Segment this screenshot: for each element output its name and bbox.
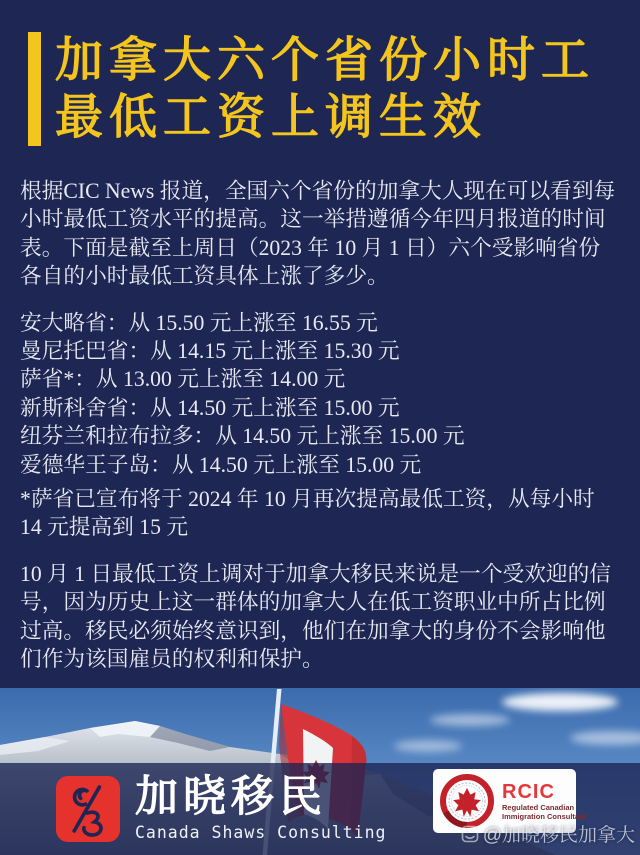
brand-lockup xyxy=(56,773,387,842)
title-line-1: 加拿大六个省份小时工 xyxy=(55,34,596,87)
brand-name-chinese: 加晓移民 xyxy=(135,773,327,821)
province-row-saskatchewan: 萨省*：从 13.00 元上涨至 14.00 元 xyxy=(20,367,346,392)
province-row-newfoundland-labrador: 纽芬兰和拉布拉多：从 14.50 元上涨至 15.00 元 xyxy=(20,424,465,449)
brand-name-english: Canada Shaws Consulting xyxy=(135,823,387,842)
province-row-ontario: 安大略省：从 15.50 元上涨至 16.55 元 xyxy=(20,310,378,335)
shaws-logo-icon xyxy=(56,776,120,842)
cloud xyxy=(502,693,618,711)
watermark-logo-icon xyxy=(461,825,479,843)
watermark-text: @加晓移民加拿大 xyxy=(482,825,635,846)
province-row-manitoba: 曼尼托巴省：从 14.15 元上涨至 15.30 元 xyxy=(20,339,400,364)
footnote-paragraph: *萨省已宣布将于 2024 年 10 月再次提高最低工资，从每小时 14 元提高到 15 元 xyxy=(20,487,595,540)
intro-paragraph: 根据CIC News 报道，全国六个省份的加拿大人现在可以看到每小时最低工资水平的提高。这一举措遵循今年四月报道的时间表。下面是截至上周日（2023 年 10 月 1 日）六个受影响省份各自的小时最低工资具体上涨了多少。 xyxy=(20,179,616,289)
province-row-nova-scotia: 新斯科舍省：从 14.50 元上涨至 15.00 元 xyxy=(20,395,400,420)
poster-title xyxy=(28,32,595,146)
title-accent-bar xyxy=(28,32,41,146)
closing-paragraph: 10 月 1 日最低工资上调对于加拿大移民来说是一个受欢迎的信号，因为历史上这一群体的加拿大人在低工资职业中所占比例过高。移民必须始终意识到，他们在加拿大的身份不会影响他们作为该国雇员的权利和保护。 xyxy=(20,561,611,672)
watermark xyxy=(461,820,635,847)
rcic-abbr: RCIC xyxy=(502,780,555,803)
title-line-2: 最低工资上调生效 xyxy=(55,91,488,144)
rcic-subtitle-line2: Immigration Consultant xyxy=(502,812,587,821)
province-list xyxy=(20,309,618,479)
article-body xyxy=(20,177,618,674)
rcic-subtitle-line1: Regulated Canadian xyxy=(502,802,575,812)
province-row-pei: 爱德华王子岛：从 14.50 元上涨至 15.00 元 xyxy=(20,452,422,477)
footer-photo xyxy=(0,688,640,855)
